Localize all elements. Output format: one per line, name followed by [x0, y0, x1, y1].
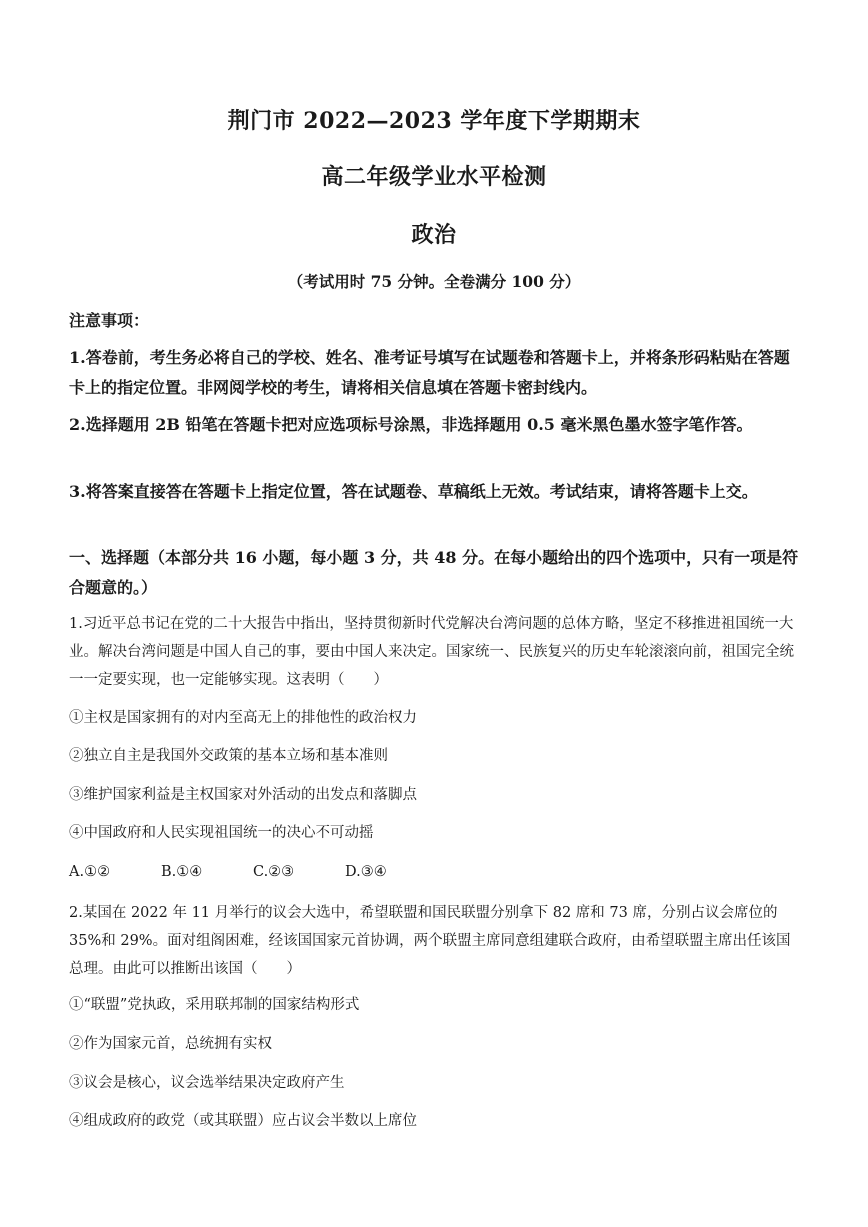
exam-title: 荆门市 2022—2023 学年度下学期期末: [227, 108, 641, 134]
question-option: ②独立自主是我国外交政策的基本立场和基本准则: [69, 748, 388, 764]
answer-choice-a: A.①②: [69, 864, 111, 880]
question-option: ②作为国家元首，总统拥有实权: [69, 1036, 272, 1052]
question-option: ①“联盟”党执政，采用联邦制的国家结构形式: [69, 997, 360, 1013]
notice-item: 1.答卷前，考生务必将自己的学校、姓名、准考证号填写在试题卷和答题卡上，并将条形码粘贴在答题卡上的指定位置。非网阅学校的考生，请将相关信息填在答题卡密封线内。: [69, 348, 790, 397]
question-option: ④中国政府和人民实现祖国统一的决心不可动摇: [69, 825, 374, 841]
question-option: ③议会是核心，议会选举结果决定政府产生: [69, 1075, 345, 1091]
question-option: ①主权是国家拥有的对内至高无上的排他性的政治权力: [69, 710, 417, 726]
question-stem: 2.某国在 2022 年 11 月举行的议会大选中，希望联盟和国民联盟分别拿下 82 席和 73 席，分别占议会席位的 35%和 29%。面对组阁困难，经该国国家元首协调，两个联盟主席同意组建联合政府，由希望联盟主席出任该国总理。由此可以推断出该国（ ）: [69, 905, 791, 977]
notice-item: 2.选择题用 2B 铅笔在答题卡把对应选项标号涂黑，非选择题用 0.5 毫米黑色墨水签字笔作答。: [69, 415, 753, 434]
section-heading: 一、选择题（本部分共 16 小题，每小题 3 分，共 48 分。在每小题给出的四个选项中，只有一项是符合题意的。）: [69, 548, 799, 597]
notice-heading: 注意事项：: [69, 311, 150, 330]
answer-choice-c: C.②③: [253, 864, 295, 880]
exam-subject: 政治: [411, 222, 457, 248]
answer-choice-d: D.③④: [345, 864, 387, 880]
exam-info: （考试用时 75 分钟。全卷满分 100 分）: [287, 272, 581, 291]
notice-item: 3.将答案直接答在答题卡上指定位置，答在试题卷、草稿纸上无效。考试结束，请将答题卡上交。: [69, 482, 758, 501]
question-stem: 1.习近平总书记在党的二十大报告中指出，坚持贯彻新时代党解决台湾问题的总体方略，坚定不移推进祖国统一大业。解决台湾问题是中国人自己的事，要由中国人来决定。国家统一、民族复兴的历史车轮滚滚向前，祖国完全统一一定要实现，也一定能够实现。这表明（ ）: [69, 616, 794, 688]
exam-grade-title: 高二年级学业水平检测: [321, 164, 547, 190]
answer-choice-b: B.①④: [161, 864, 203, 880]
question-option: ④组成政府的政党（或其联盟）应占议会半数以上席位: [69, 1113, 417, 1129]
question-option: ③维护国家利益是主权国家对外活动的出发点和落脚点: [69, 787, 417, 803]
answer-choices: [69, 861, 387, 883]
